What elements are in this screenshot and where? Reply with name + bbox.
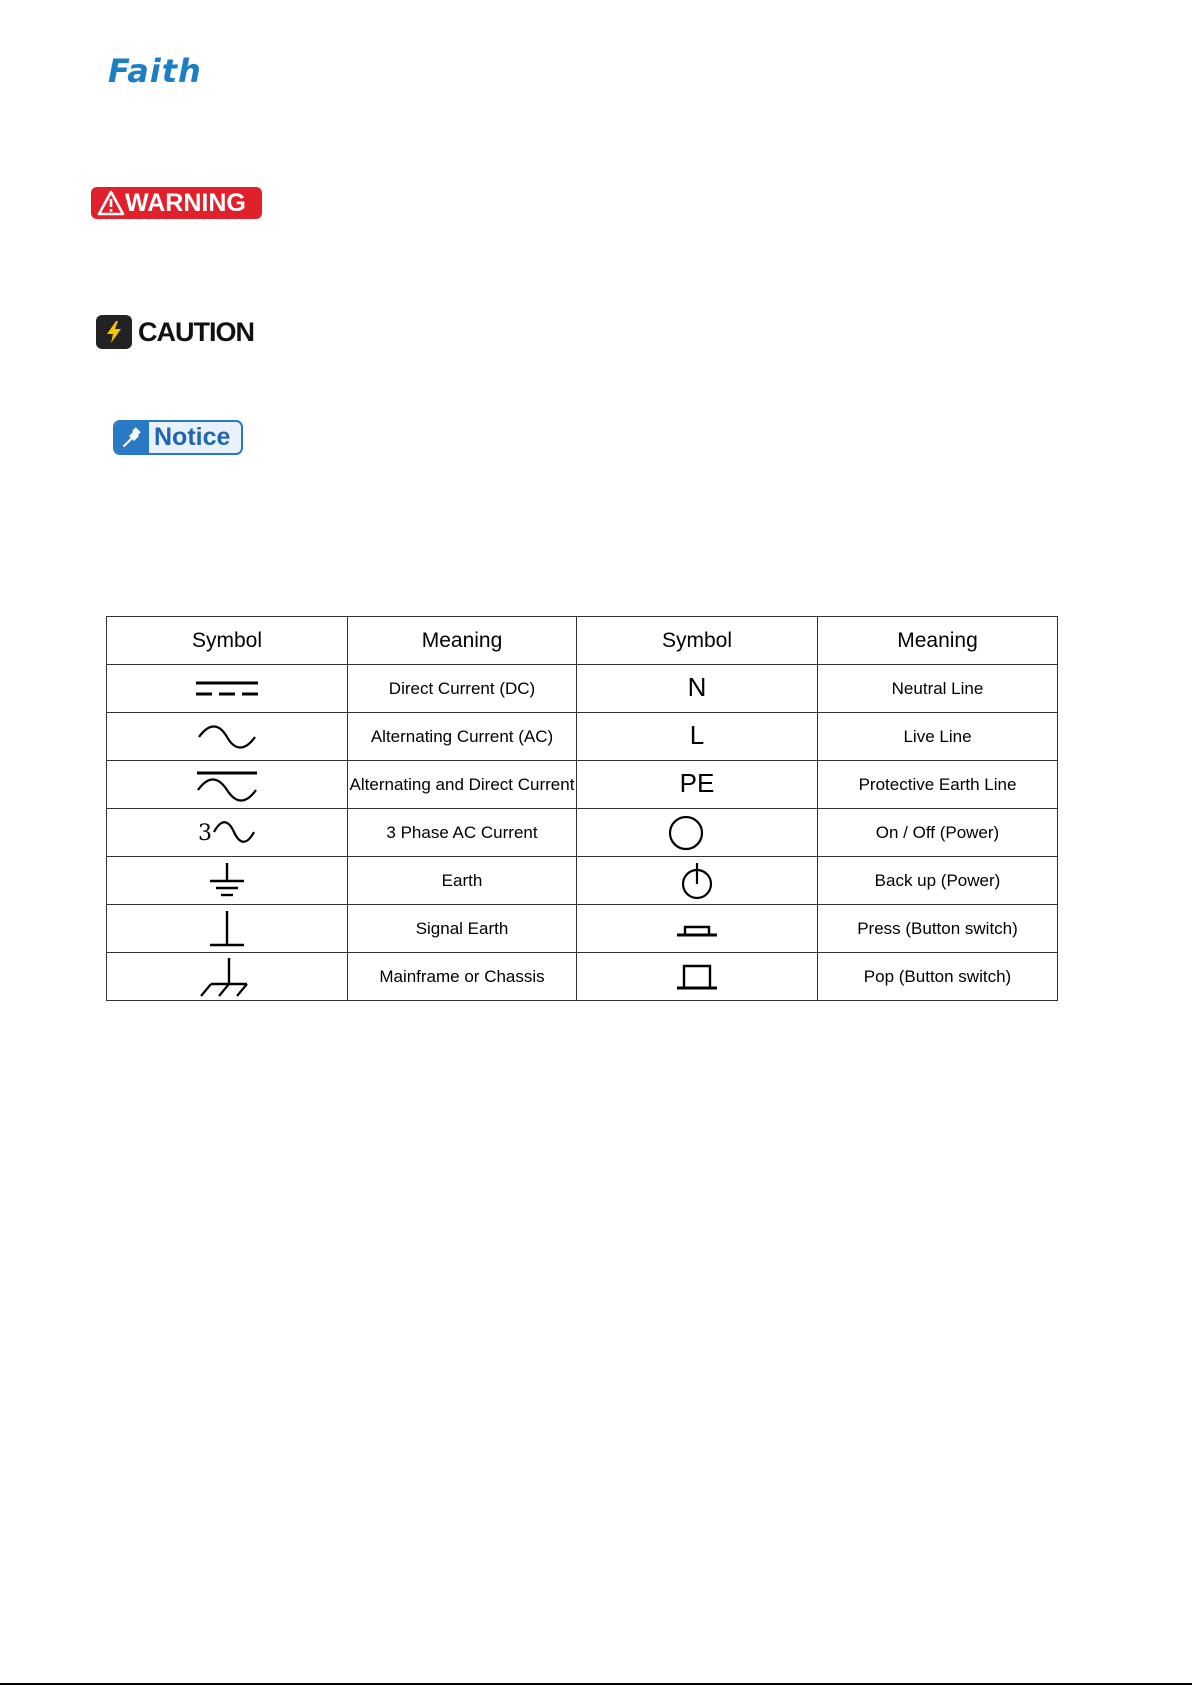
chassis-ground-icon: [197, 956, 257, 998]
header-symbol: Symbol: [577, 617, 818, 665]
symbol-cell: [107, 761, 348, 809]
table-row: [107, 761, 1058, 809]
press-button-icon: [675, 919, 719, 939]
notice-badge: [113, 420, 243, 455]
meaning-cell: Earth: [348, 857, 577, 905]
symbol-cell: [107, 857, 348, 905]
lightning-icon: [96, 315, 132, 349]
table-row: [107, 857, 1058, 905]
header-symbol: Symbol: [107, 617, 348, 665]
ac-symbol-icon: [197, 725, 257, 749]
dc-symbol-icon: [194, 677, 260, 701]
symbols-table: [106, 616, 1058, 1001]
standby-power-icon: [677, 861, 717, 901]
table-row: [107, 905, 1058, 953]
table-row: [107, 713, 1058, 761]
earth-ground-icon: [207, 861, 247, 901]
meaning-cell: Direct Current (DC): [348, 665, 577, 713]
table-row: [107, 665, 1058, 713]
symbol-cell: [577, 761, 818, 809]
meaning-cell: Protective Earth Line: [818, 761, 1058, 809]
power-off-circle-icon: [666, 815, 706, 851]
three-phase-prefix: 3: [198, 820, 212, 846]
symbol-text: N: [687, 671, 707, 702]
symbol-text: L: [689, 719, 705, 750]
meaning-cell: Neutral Line: [818, 665, 1058, 713]
table-row: [107, 953, 1058, 1001]
warning-triangle-icon: [97, 190, 125, 216]
ac-dc-symbol-icon: [195, 768, 259, 802]
symbol-cell: [107, 953, 348, 1001]
symbol-cell: [107, 809, 348, 857]
meaning-cell: Alternating and Direct Current: [348, 761, 577, 809]
symbol-cell: [577, 905, 818, 953]
meaning-cell: Mainframe or Chassis: [348, 953, 577, 1001]
caution-badge: [96, 313, 254, 351]
caution-label: CAUTION: [138, 316, 254, 347]
faith-logo: Faith: [108, 52, 202, 90]
symbol-cell: [107, 905, 348, 953]
meaning-cell: Pop (Button switch): [818, 953, 1058, 1001]
pop-button-icon: [675, 962, 719, 992]
symbol-cell: [577, 713, 818, 761]
meaning-cell: Signal Earth: [348, 905, 577, 953]
header-meaning: Meaning: [348, 617, 577, 665]
meaning-cell: Back up (Power): [818, 857, 1058, 905]
notice-label: Notice: [154, 423, 231, 451]
meaning-cell: 3 Phase AC Current: [348, 809, 577, 857]
warning-label: WARNING: [125, 188, 246, 217]
three-phase-ac-icon: [198, 820, 256, 844]
table-header-row: [107, 617, 1058, 665]
signal-earth-icon: [207, 909, 247, 949]
symbol-cell: [107, 713, 348, 761]
symbol-cell: [577, 665, 818, 713]
meaning-cell: On / Off (Power): [818, 809, 1058, 857]
symbol-cell: [577, 809, 818, 857]
symbol-cell: [577, 857, 818, 905]
warning-badge: [91, 187, 262, 219]
header-meaning: Meaning: [818, 617, 1058, 665]
symbol-text: PE: [679, 767, 715, 798]
symbol-cell: [577, 953, 818, 1001]
pin-icon: [115, 422, 149, 453]
meaning-cell: Press (Button switch): [818, 905, 1058, 953]
meaning-cell: Alternating Current (AC): [348, 713, 577, 761]
table-row: [107, 809, 1058, 857]
meaning-cell: Live Line: [818, 713, 1058, 761]
symbol-cell: [107, 665, 348, 713]
